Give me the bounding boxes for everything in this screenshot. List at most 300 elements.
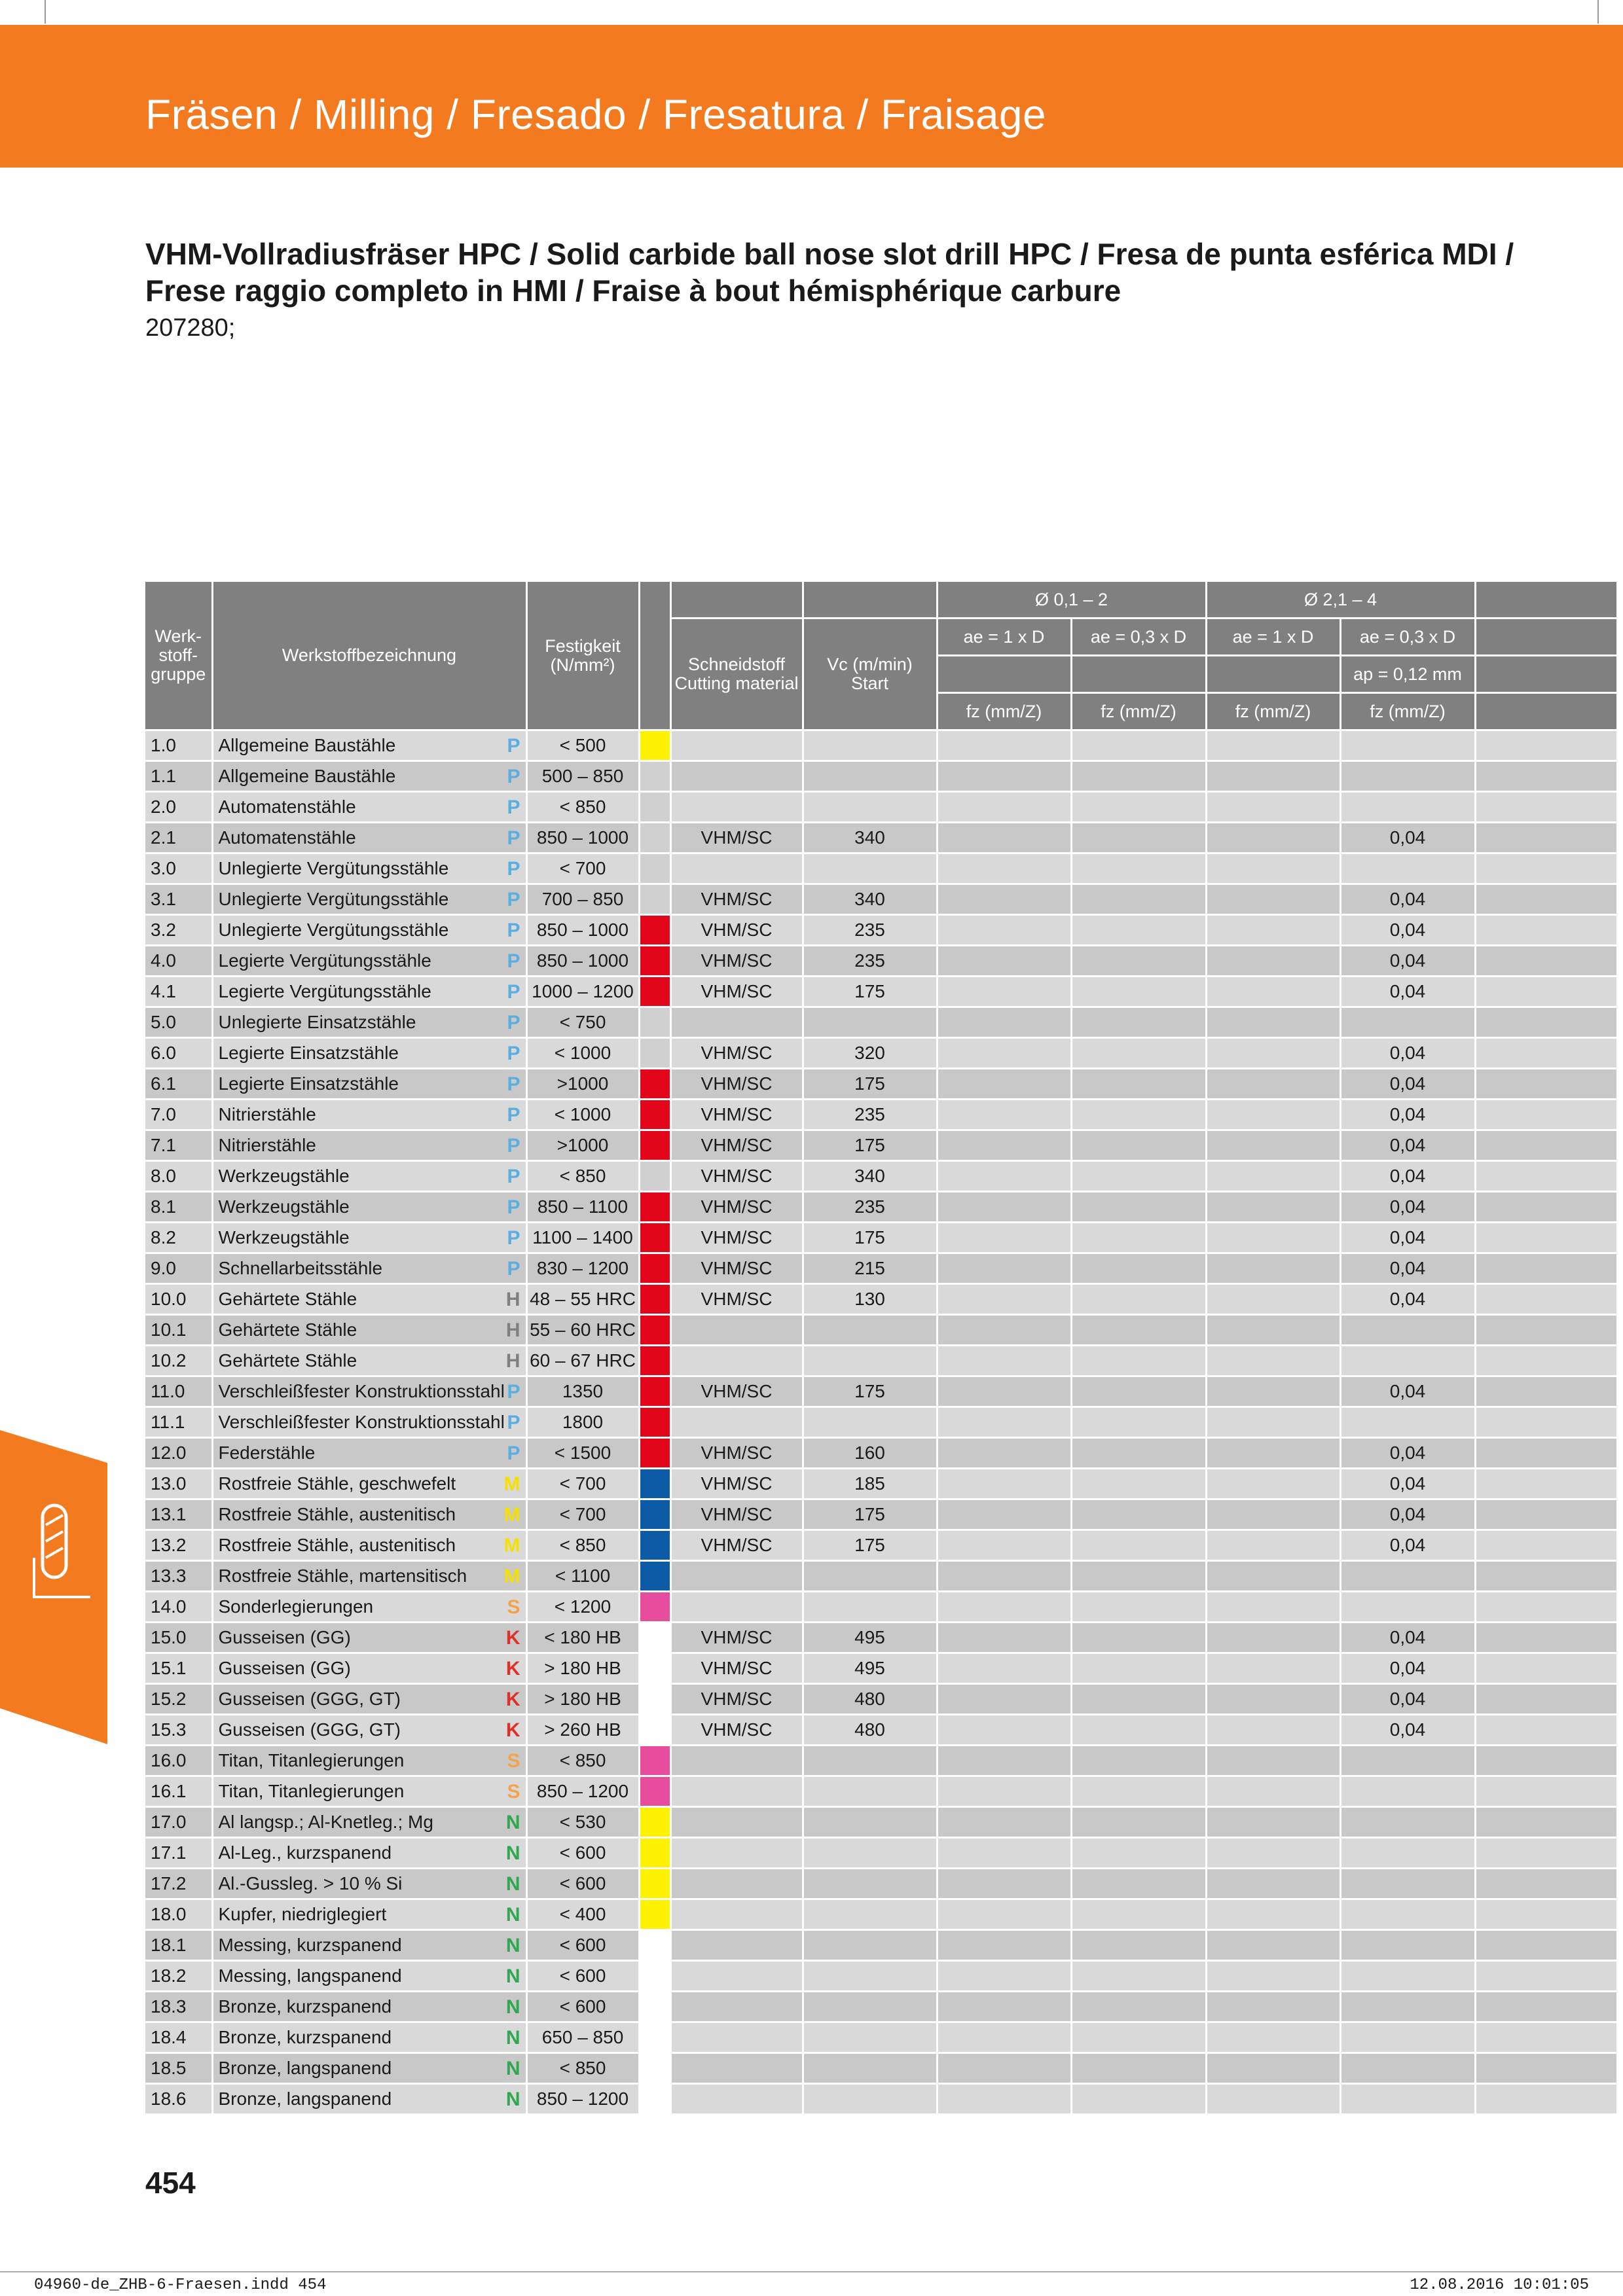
iso-group-tag: S <box>507 1750 520 1772</box>
iso-group-tag: P <box>507 1043 520 1064</box>
fz-cell <box>1475 1007 1617 1038</box>
fz-cell <box>937 884 1071 915</box>
vc-value: 215 <box>803 1253 937 1284</box>
fz-cell <box>937 1838 1071 1869</box>
fz-cell <box>1475 1684 1617 1715</box>
table-row <box>145 1469 1617 1499</box>
fz-cell <box>1071 1684 1206 1715</box>
material-name: Nitrierstähle P <box>212 1130 526 1161</box>
footer-date: 12.08.2016 10:01:05 <box>1410 2276 1589 2294</box>
fz-cell <box>1071 1469 1206 1499</box>
fz-value: 0,04 <box>1340 1253 1475 1284</box>
group-id: 18.1 <box>145 1930 212 1961</box>
vc-value <box>803 1992 937 2022</box>
cutting-material <box>670 1899 803 1930</box>
material-name: Al-Leg., kurzspanend N <box>212 1838 526 1869</box>
cutting-data-table <box>145 582 1618 2115</box>
header-cutting-material: Schneidstoff Cutting material <box>670 619 803 730</box>
strength-value: 850 – 1200 <box>526 1776 639 1807</box>
fz-cell <box>1475 1253 1617 1284</box>
fz-cell <box>1071 1223 1206 1253</box>
section-banner <box>0 25 1623 168</box>
iso-group-tag: N <box>505 1873 520 1895</box>
cutting-material: VHM/SC <box>670 1684 803 1715</box>
fz-cell <box>1071 1192 1206 1223</box>
group-id: 18.6 <box>145 2084 212 2115</box>
cutting-material: VHM/SC <box>670 1038 803 1069</box>
cutting-material <box>670 1407 803 1438</box>
table-row <box>145 730 1617 761</box>
table-row <box>145 1561 1617 1592</box>
fz-cell <box>1475 1130 1617 1161</box>
print-footer <box>0 2271 1623 2296</box>
strength-value: > 260 HB <box>526 1715 639 1746</box>
iso-group-tag: N <box>505 1996 520 2018</box>
table-row <box>145 946 1617 977</box>
fz-cell <box>1475 1653 1617 1684</box>
fz-cell <box>937 1469 1071 1499</box>
vc-value <box>803 1776 937 1807</box>
material-name: Gehärtete Stähle H <box>212 1315 526 1346</box>
iso-group-tag: S <box>507 1781 520 1803</box>
material-color-swatch <box>639 1715 670 1746</box>
cutting-material <box>670 1869 803 1899</box>
cutting-material: VHM/SC <box>670 823 803 853</box>
fz-cell <box>1475 1807 1617 1838</box>
footer-file: 04960-de_ZHB-6-Fraesen.indd 454 <box>34 2276 327 2294</box>
strength-value: < 1500 <box>526 1438 639 1469</box>
fz-cell <box>1206 1130 1340 1161</box>
table-row <box>145 853 1617 884</box>
group-id: 3.0 <box>145 853 212 884</box>
cutting-material: VHM/SC <box>670 1653 803 1684</box>
material-name: Bronze, langspanend N <box>212 2053 526 2084</box>
cutting-material: VHM/SC <box>670 1284 803 1315</box>
group-id: 1.0 <box>145 730 212 761</box>
iso-group-tag: P <box>507 858 520 880</box>
table-row <box>145 1007 1617 1038</box>
vc-value <box>803 2022 937 2053</box>
fz-cell <box>1475 1746 1617 1776</box>
cutting-material <box>670 1561 803 1592</box>
material-color-swatch <box>639 1315 670 1346</box>
fz-cell <box>1206 1592 1340 1623</box>
fz-value <box>1340 1746 1475 1776</box>
fz-cell <box>1475 1284 1617 1315</box>
cutting-material <box>670 1807 803 1838</box>
fz-cell <box>937 1715 1071 1746</box>
fz-value: 0,04 <box>1340 1469 1475 1499</box>
iso-group-tag: M <box>503 1473 520 1495</box>
crop-mark <box>45 0 46 24</box>
fz-cell <box>937 915 1071 946</box>
fz-value: 0,04 <box>1340 1684 1475 1715</box>
fz-value: 0,04 <box>1340 1715 1475 1746</box>
fz-cell <box>1475 946 1617 977</box>
vc-value: 175 <box>803 1499 937 1530</box>
iso-group-tag: K <box>505 1658 520 1679</box>
fz-cell <box>1206 1869 1340 1899</box>
table-row <box>145 2053 1617 2084</box>
table-row <box>145 1284 1617 1315</box>
fz-cell <box>1475 1161 1617 1192</box>
table-row <box>145 1407 1617 1438</box>
cutting-material <box>670 730 803 761</box>
vc-value <box>803 1346 937 1376</box>
header-group: Werk- stoff- gruppe <box>145 582 212 730</box>
material-color-swatch <box>639 1038 670 1069</box>
vc-value: 185 <box>803 1469 937 1499</box>
header-material: Werkstoffbezeichnung <box>212 582 526 730</box>
iso-group-tag: H <box>505 1289 520 1310</box>
fz-cell <box>1475 1961 1617 1992</box>
fz-cell <box>1206 1100 1340 1130</box>
fz-value: 0,04 <box>1340 1223 1475 1253</box>
fz-cell <box>937 946 1071 977</box>
vc-value: 480 <box>803 1715 937 1746</box>
material-color-swatch <box>639 1746 670 1776</box>
material-name: Allgemeine Baustähle P <box>212 730 526 761</box>
fz-cell <box>1206 1992 1340 2022</box>
vc-value: 160 <box>803 1438 937 1469</box>
fz-cell <box>1206 1746 1340 1776</box>
fz-value <box>1340 1007 1475 1038</box>
material-name: Bronze, langspanend N <box>212 2084 526 2115</box>
fz-value <box>1340 1561 1475 1592</box>
fz-cell <box>1475 761 1617 792</box>
fz-value <box>1340 2084 1475 2115</box>
iso-group-tag: P <box>507 1381 520 1403</box>
fz-cell <box>1206 1038 1340 1069</box>
strength-value: < 700 <box>526 853 639 884</box>
fz-value: 0,04 <box>1340 1192 1475 1223</box>
cutting-material: VHM/SC <box>670 884 803 915</box>
cutting-material: VHM/SC <box>670 1253 803 1284</box>
cutting-material: VHM/SC <box>670 946 803 977</box>
fz-cell <box>937 1284 1071 1315</box>
header-strength: Festigkeit (N/mm²) <box>526 582 639 730</box>
group-id: 5.0 <box>145 1007 212 1038</box>
cutting-material: VHM/SC <box>670 1192 803 1223</box>
group-id: 10.2 <box>145 1346 212 1376</box>
header-ae: ae = 0,3 x D <box>1340 619 1475 656</box>
material-color-swatch <box>639 1100 670 1130</box>
header-blank <box>1071 656 1206 693</box>
group-id: 15.2 <box>145 1684 212 1715</box>
fz-value: 0,04 <box>1340 1161 1475 1192</box>
strength-value: < 850 <box>526 792 639 823</box>
fz-cell <box>1475 1869 1617 1899</box>
material-color-swatch <box>639 1684 670 1715</box>
strength-value: 850 – 1000 <box>526 823 639 853</box>
group-id: 4.0 <box>145 946 212 977</box>
fz-cell <box>937 1223 1071 1253</box>
fz-cell <box>1206 1499 1340 1530</box>
fz-cell <box>1206 1007 1340 1038</box>
cutting-material: VHM/SC <box>670 1100 803 1130</box>
iso-group-tag: P <box>507 1166 520 1187</box>
group-id: 13.2 <box>145 1530 212 1561</box>
fz-cell <box>1071 1100 1206 1130</box>
fz-cell <box>937 1684 1071 1715</box>
vc-value: 480 <box>803 1684 937 1715</box>
fz-cell <box>937 1407 1071 1438</box>
crop-mark <box>1597 0 1599 24</box>
material-name: Unlegierte Vergütungsstähle P <box>212 884 526 915</box>
vc-value <box>803 2053 937 2084</box>
strength-value: < 600 <box>526 1838 639 1869</box>
strength-value: < 1000 <box>526 1038 639 1069</box>
banner-title: Fräsen / Milling / Fresado / Fresatura / Fraisage <box>145 91 1047 138</box>
iso-group-tag: P <box>507 1258 520 1280</box>
material-name: Bronze, kurzspanend N <box>212 2022 526 2053</box>
iso-group-tag: P <box>507 1012 520 1033</box>
fz-cell <box>937 2022 1071 2053</box>
group-id: 2.0 <box>145 792 212 823</box>
material-name: Automatenstähle P <box>212 823 526 853</box>
fz-cell <box>1475 1992 1617 2022</box>
strength-value: < 530 <box>526 1807 639 1838</box>
cutting-material: VHM/SC <box>670 1530 803 1561</box>
iso-group-tag: K <box>505 1689 520 1710</box>
iso-group-tag: P <box>507 766 520 787</box>
material-color-swatch <box>639 1838 670 1869</box>
fz-cell <box>1475 1192 1617 1223</box>
header-diameter-2: Ø 2,1 – 4 <box>1206 582 1475 619</box>
material-color-swatch <box>639 792 670 823</box>
fz-cell <box>937 1376 1071 1407</box>
fz-cell <box>937 1007 1071 1038</box>
strength-value: 850 – 1000 <box>526 915 639 946</box>
fz-value <box>1340 1407 1475 1438</box>
fz-value <box>1340 1807 1475 1838</box>
fz-cell <box>937 1561 1071 1592</box>
strength-value: < 700 <box>526 1469 639 1499</box>
fz-cell <box>937 2053 1071 2084</box>
strength-value: < 850 <box>526 1530 639 1561</box>
material-name: Automatenstähle P <box>212 792 526 823</box>
strength-value: < 600 <box>526 1961 639 1992</box>
material-color-swatch <box>639 1592 670 1623</box>
material-color-swatch <box>639 2084 670 2115</box>
fz-cell <box>1206 915 1340 946</box>
fz-cell <box>937 1438 1071 1469</box>
fz-value <box>1340 1838 1475 1869</box>
fz-value: 0,04 <box>1340 1653 1475 1684</box>
fz-value <box>1340 1315 1475 1346</box>
vc-value: 340 <box>803 1161 937 1192</box>
header-blank <box>937 656 1071 693</box>
fz-value <box>1340 761 1475 792</box>
strength-value: 830 – 1200 <box>526 1253 639 1284</box>
fz-cell <box>1206 884 1340 915</box>
header-ap: ap = 0,12 mm <box>1340 656 1475 693</box>
material-color-swatch <box>639 1561 670 1592</box>
header-blank <box>803 582 937 619</box>
table-row <box>145 761 1617 792</box>
group-id: 18.5 <box>145 2053 212 2084</box>
vc-value: 175 <box>803 1069 937 1100</box>
table-row <box>145 1992 1617 2022</box>
vc-value: 340 <box>803 823 937 853</box>
fz-cell <box>937 1069 1071 1100</box>
table-row <box>145 1192 1617 1223</box>
group-id: 12.0 <box>145 1438 212 1469</box>
fz-cell <box>937 1100 1071 1130</box>
fz-value <box>1340 1592 1475 1623</box>
fz-cell <box>937 1253 1071 1284</box>
group-id: 3.1 <box>145 884 212 915</box>
iso-group-tag: H <box>505 1350 520 1372</box>
fz-cell <box>1475 1038 1617 1069</box>
strength-value: 850 – 1200 <box>526 2084 639 2115</box>
fz-cell <box>1475 1223 1617 1253</box>
header-ae: ae = 1 x D <box>1206 619 1340 656</box>
group-id: 3.2 <box>145 915 212 946</box>
material-name: Federstähle P <box>212 1438 526 1469</box>
cutting-material <box>670 1838 803 1869</box>
material-color-swatch <box>639 915 670 946</box>
fz-cell <box>1071 1776 1206 1807</box>
table-row <box>145 1930 1617 1961</box>
material-name: Werkzeugstähle P <box>212 1223 526 1253</box>
material-name: Gusseisen (GGG, GT) K <box>212 1715 526 1746</box>
fz-cell <box>1071 1869 1206 1899</box>
iso-group-tag: N <box>505 2058 520 2079</box>
fz-cell <box>1475 1530 1617 1561</box>
strength-value: < 1100 <box>526 1561 639 1592</box>
product-heading <box>145 236 1514 309</box>
fz-cell <box>1206 1930 1340 1961</box>
fz-cell <box>1071 1992 1206 2022</box>
material-color-swatch <box>639 1499 670 1530</box>
fz-value: 0,04 <box>1340 1530 1475 1561</box>
iso-group-tag: P <box>507 1412 520 1433</box>
header-fz: fz (mm/Z) <box>1206 693 1340 730</box>
fz-cell <box>1206 1653 1340 1684</box>
fz-cell <box>1475 1930 1617 1961</box>
material-name: Unlegierte Einsatzstähle P <box>212 1007 526 1038</box>
material-color-swatch <box>639 1376 670 1407</box>
table-row <box>145 1746 1617 1776</box>
vc-value: 235 <box>803 946 937 977</box>
strength-value: >1000 <box>526 1130 639 1161</box>
fz-cell <box>1071 1930 1206 1961</box>
fz-cell <box>1071 1407 1206 1438</box>
strength-value: < 500 <box>526 730 639 761</box>
table-row <box>145 1130 1617 1161</box>
fz-cell <box>1206 823 1340 853</box>
fz-value: 0,04 <box>1340 915 1475 946</box>
strength-value: < 850 <box>526 1161 639 1192</box>
material-name: Verschleißfester Konstruktionsstahl P <box>212 1407 526 1438</box>
fz-cell <box>1071 915 1206 946</box>
iso-group-tag: N <box>505 1842 520 1864</box>
vc-value <box>803 853 937 884</box>
iso-group-tag: P <box>507 735 520 757</box>
table-row <box>145 1715 1617 1746</box>
fz-cell <box>1206 1315 1340 1346</box>
fz-cell <box>1475 1346 1617 1376</box>
material-name: Unlegierte Vergütungsstähle P <box>212 915 526 946</box>
cutting-material <box>670 1007 803 1038</box>
header-ae: ae = 1 x D <box>937 619 1071 656</box>
iso-group-tag: P <box>507 827 520 849</box>
material-color-swatch <box>639 1284 670 1315</box>
strength-value: 60 – 67 HRC <box>526 1346 639 1376</box>
material-color-swatch <box>639 1961 670 1992</box>
strength-value: 850 – 1100 <box>526 1192 639 1223</box>
cutting-material <box>670 2022 803 2053</box>
table-row <box>145 792 1617 823</box>
fz-cell <box>937 1899 1071 1930</box>
table-row <box>145 1807 1617 1838</box>
cutting-material: VHM/SC <box>670 1499 803 1530</box>
fz-value: 0,04 <box>1340 1100 1475 1130</box>
cutting-material: VHM/SC <box>670 1130 803 1161</box>
material-name: Al.-Gussleg. > 10 % Si N <box>212 1869 526 1899</box>
group-id: 13.0 <box>145 1469 212 1499</box>
material-color-swatch <box>639 1776 670 1807</box>
group-id: 2.1 <box>145 823 212 853</box>
material-name: Legierte Einsatzstähle P <box>212 1038 526 1069</box>
cutting-material: VHM/SC <box>670 1438 803 1469</box>
vc-value <box>803 1961 937 1992</box>
fz-value <box>1340 1346 1475 1376</box>
group-id: 18.3 <box>145 1992 212 2022</box>
strength-value: 650 – 850 <box>526 2022 639 2053</box>
cutting-material <box>670 792 803 823</box>
table-row <box>145 2022 1617 2053</box>
fz-cell <box>937 1776 1071 1807</box>
fz-cell <box>1206 792 1340 823</box>
iso-group-tag: P <box>507 1135 520 1157</box>
strength-value: 55 – 60 HRC <box>526 1315 639 1346</box>
fz-cell <box>1206 977 1340 1007</box>
fz-cell <box>1071 977 1206 1007</box>
material-name: Verschleißfester Konstruktionsstahl P <box>212 1376 526 1407</box>
fz-cell <box>1071 823 1206 853</box>
material-name: Rostfreie Stähle, martensitisch M <box>212 1561 526 1592</box>
fz-cell <box>1071 2084 1206 2115</box>
group-id: 7.1 <box>145 1130 212 1161</box>
fz-cell <box>1206 1961 1340 1992</box>
group-id: 8.0 <box>145 1161 212 1192</box>
cutting-material: VHM/SC <box>670 1161 803 1192</box>
fz-cell <box>1071 1746 1206 1776</box>
vc-value: 130 <box>803 1284 937 1315</box>
table-row <box>145 977 1617 1007</box>
material-color-swatch <box>639 1930 670 1961</box>
fz-cell <box>1071 853 1206 884</box>
cutting-material: VHM/SC <box>670 1469 803 1499</box>
fz-cell <box>1206 761 1340 792</box>
material-color-swatch <box>639 946 670 977</box>
material-name: Sonderlegierungen S <box>212 1592 526 1623</box>
iso-group-tag: N <box>505 2089 520 2110</box>
fz-value: 0,04 <box>1340 823 1475 853</box>
fz-cell <box>1071 1623 1206 1653</box>
cutting-material: VHM/SC <box>670 915 803 946</box>
material-color-swatch <box>639 1869 670 1899</box>
table-row <box>145 1223 1617 1253</box>
vc-value <box>803 1746 937 1776</box>
fz-cell <box>937 1499 1071 1530</box>
material-name: Titan, Titanlegierungen S <box>212 1776 526 1807</box>
fz-cell <box>1071 1838 1206 1869</box>
fz-cell <box>1206 1838 1340 1869</box>
fz-cell <box>1071 792 1206 823</box>
